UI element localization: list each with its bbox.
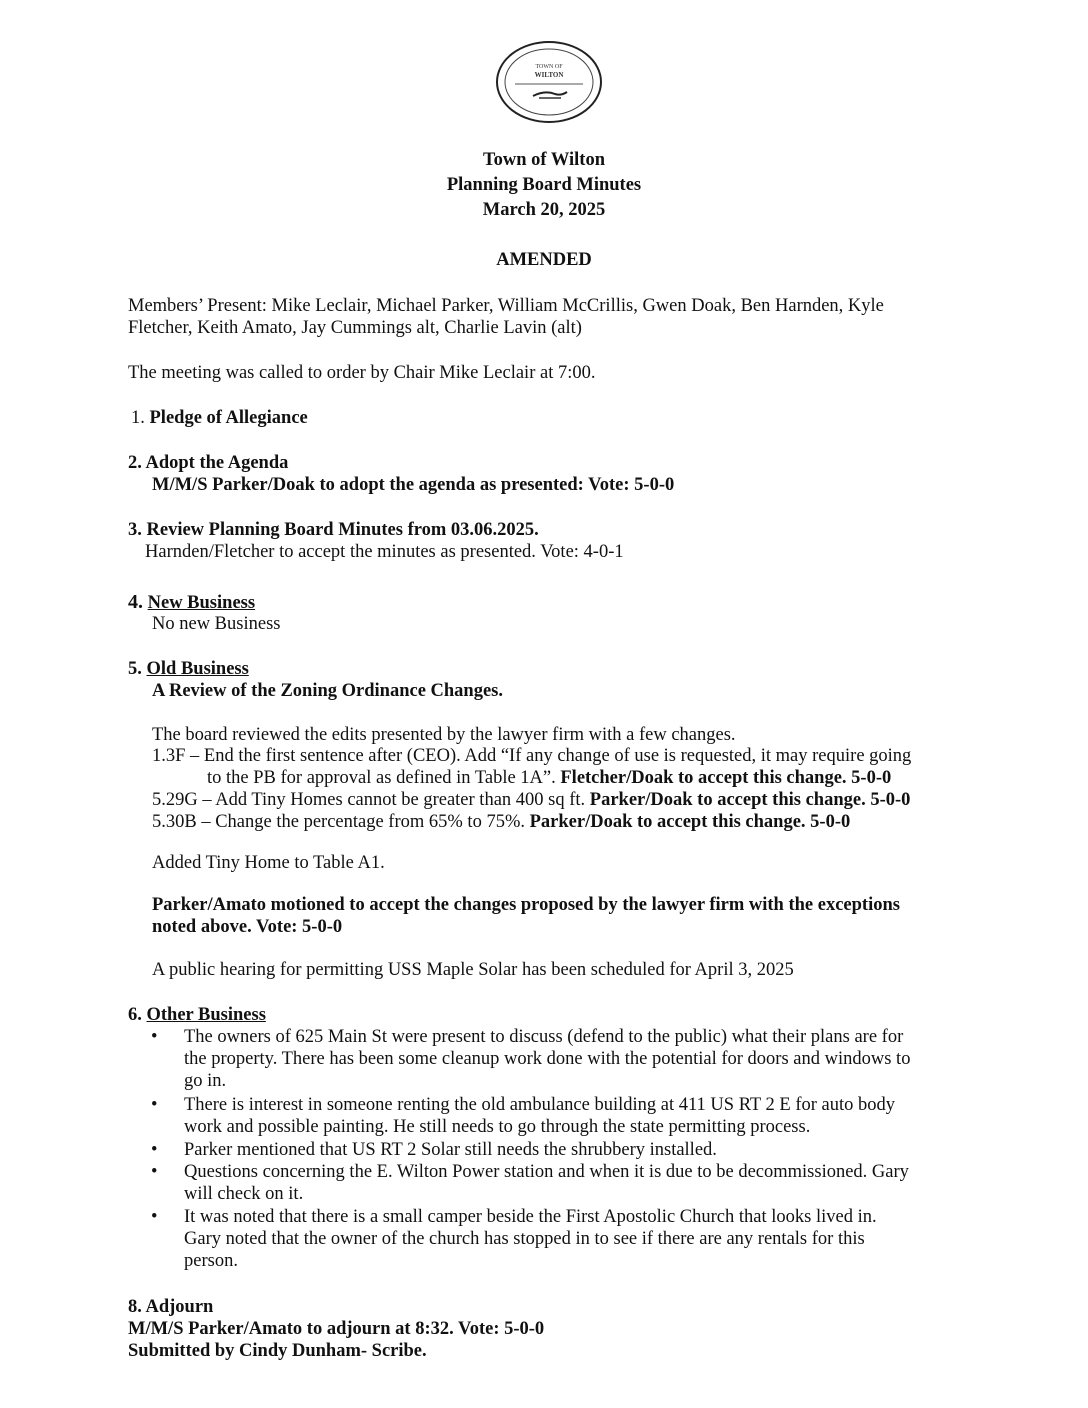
bullet-glyph: • — [151, 1027, 158, 1047]
town-name: Town of Wilton — [482, 150, 605, 170]
item-5-motion-line-2: noted above. Vote: 5-0-0 — [152, 917, 343, 937]
item-6-title: Other Business — [146, 1005, 266, 1025]
bullet-4-line-1: Questions concerning the E. Wilton Power station and when it is due to be decommissioned. Gary — [184, 1162, 909, 1182]
item-4-heading — [128, 591, 255, 615]
bullet-glyph: • — [151, 1207, 158, 1227]
seal-text-mid: WILTON — [534, 71, 564, 79]
item-1-title: Pledge of Allegiance — [149, 408, 308, 428]
item-6-heading — [128, 1004, 266, 1027]
item-1-number: 1. — [131, 408, 145, 428]
change-2-motion: Parker/Doak to accept this change. 5-0-0 — [589, 790, 911, 810]
item-5-title: Old Business — [146, 659, 249, 679]
item-2-motion: M/M/S Parker/Doak to adopt the agenda as presented: Vote: 5-0-0 — [152, 475, 675, 495]
item-5-motion-line-1: Parker/Amato motioned to accept the changes proposed by the lawyer firm with the exceptions — [152, 895, 900, 915]
item-5-intro: The board reviewed the edits presented by the lawyer firm with a few changes. — [152, 725, 736, 745]
bullet-5-line-1: It was noted that there is a small camper beside the First Apostolic Church that looks lived in. — [184, 1207, 877, 1227]
added-tiny-home: Added Tiny Home to Table A1. — [152, 853, 385, 873]
members-line-2: Fletcher, Keith Amato, Jay Cummings alt, Charlie Lavin (alt) — [128, 318, 582, 338]
submitted-by: Submitted by Cindy Dunham- Scribe. — [128, 1341, 427, 1361]
item-4-title: New Business — [147, 593, 256, 613]
change-1-line-1: 1.3F – End the first sentence after (CEO). Add “If any change of use is requested, it may require going — [152, 746, 912, 766]
members-line-1: Members’ Present: Mike Leclair, Michael Parker, William McCrillis, Gwen Doak, Ben Harnden, Kyle — [128, 296, 884, 316]
change-1-line-2 — [207, 767, 891, 790]
change-2 — [152, 789, 910, 812]
amended-label: AMENDED — [496, 250, 592, 270]
seal-text-top: TOWN OF — [535, 64, 563, 70]
bullet-5-line-2: Gary noted that the owner of the church has stopped in to see if there are any rentals for this — [184, 1229, 865, 1249]
item-5-heading — [128, 658, 249, 681]
adjourn-motion: M/M/S Parker/Amato to adjourn at 8:32. Vote: 5-0-0 — [128, 1319, 545, 1339]
board-title: Planning Board Minutes — [446, 175, 642, 195]
change-3-motion: Parker/Doak to accept this change. 5-0-0 — [529, 812, 851, 832]
change-3-text: 5.30B – Change the percentage from 65% to 75%. — [152, 812, 525, 832]
meeting-date: March 20, 2025 — [482, 200, 606, 220]
change-1-text: to the PB for approval as defined in Table 1A”. — [207, 768, 556, 788]
bullet-1-line-1: The owners of 625 Main St were present to discuss (defend to the public) what their plans are for — [184, 1027, 904, 1047]
change-1-motion: Fletcher/Doak to accept this change. 5-0-0 — [560, 768, 892, 788]
change-2-text: 5.29G – Add Tiny Homes cannot be greater than 400 sq ft. — [152, 790, 586, 810]
item-8-heading: 8. Adjourn — [128, 1297, 214, 1317]
bullet-1-line-3: go in. — [184, 1071, 227, 1091]
town-seal-icon — [495, 40, 603, 124]
bullet-2-line-2: work and possible painting. He still needs to go through the state permitting process. — [184, 1117, 811, 1137]
bullet-5-line-3: person. — [184, 1251, 238, 1271]
item-3-heading: 3. Review Planning Board Minutes from 03.06.2025. — [128, 520, 539, 540]
bullet-glyph: • — [151, 1162, 158, 1182]
bullet-glyph: • — [151, 1140, 158, 1160]
item-5-subtitle: A Review of the Zoning Ordinance Changes. — [152, 681, 504, 701]
item-4-body: No new Business — [152, 614, 281, 634]
change-3 — [152, 811, 850, 834]
item-5-number: 5. — [128, 659, 142, 679]
bullet-3-line-1: Parker mentioned that US RT 2 Solar still needs the shrubbery installed. — [184, 1140, 717, 1160]
bullet-1-line-2: the property. There has been some cleanup work done with the potential for doors and windows to — [184, 1049, 911, 1069]
item-1 — [131, 407, 308, 430]
bullet-2-line-1: There is interest in someone renting the old ambulance building at 411 US RT 2 E for auto body — [184, 1095, 895, 1115]
item-6-number: 6. — [128, 1005, 142, 1025]
bullet-glyph: • — [151, 1095, 158, 1115]
item-2-heading: 2. Adopt the Agenda — [128, 453, 289, 473]
item-3-motion: Harnden/Fletcher to accept the minutes as presented. Vote: 4-0-1 — [145, 542, 624, 562]
public-hearing-note: A public hearing for permitting USS Maple Solar has been scheduled for April 3, 2025 — [152, 960, 794, 980]
call-to-order: The meeting was called to order by Chair Mike Leclair at 7:00. — [128, 363, 596, 383]
item-4-number: 4. — [128, 591, 143, 613]
bullet-4-line-2: will check on it. — [184, 1184, 304, 1204]
